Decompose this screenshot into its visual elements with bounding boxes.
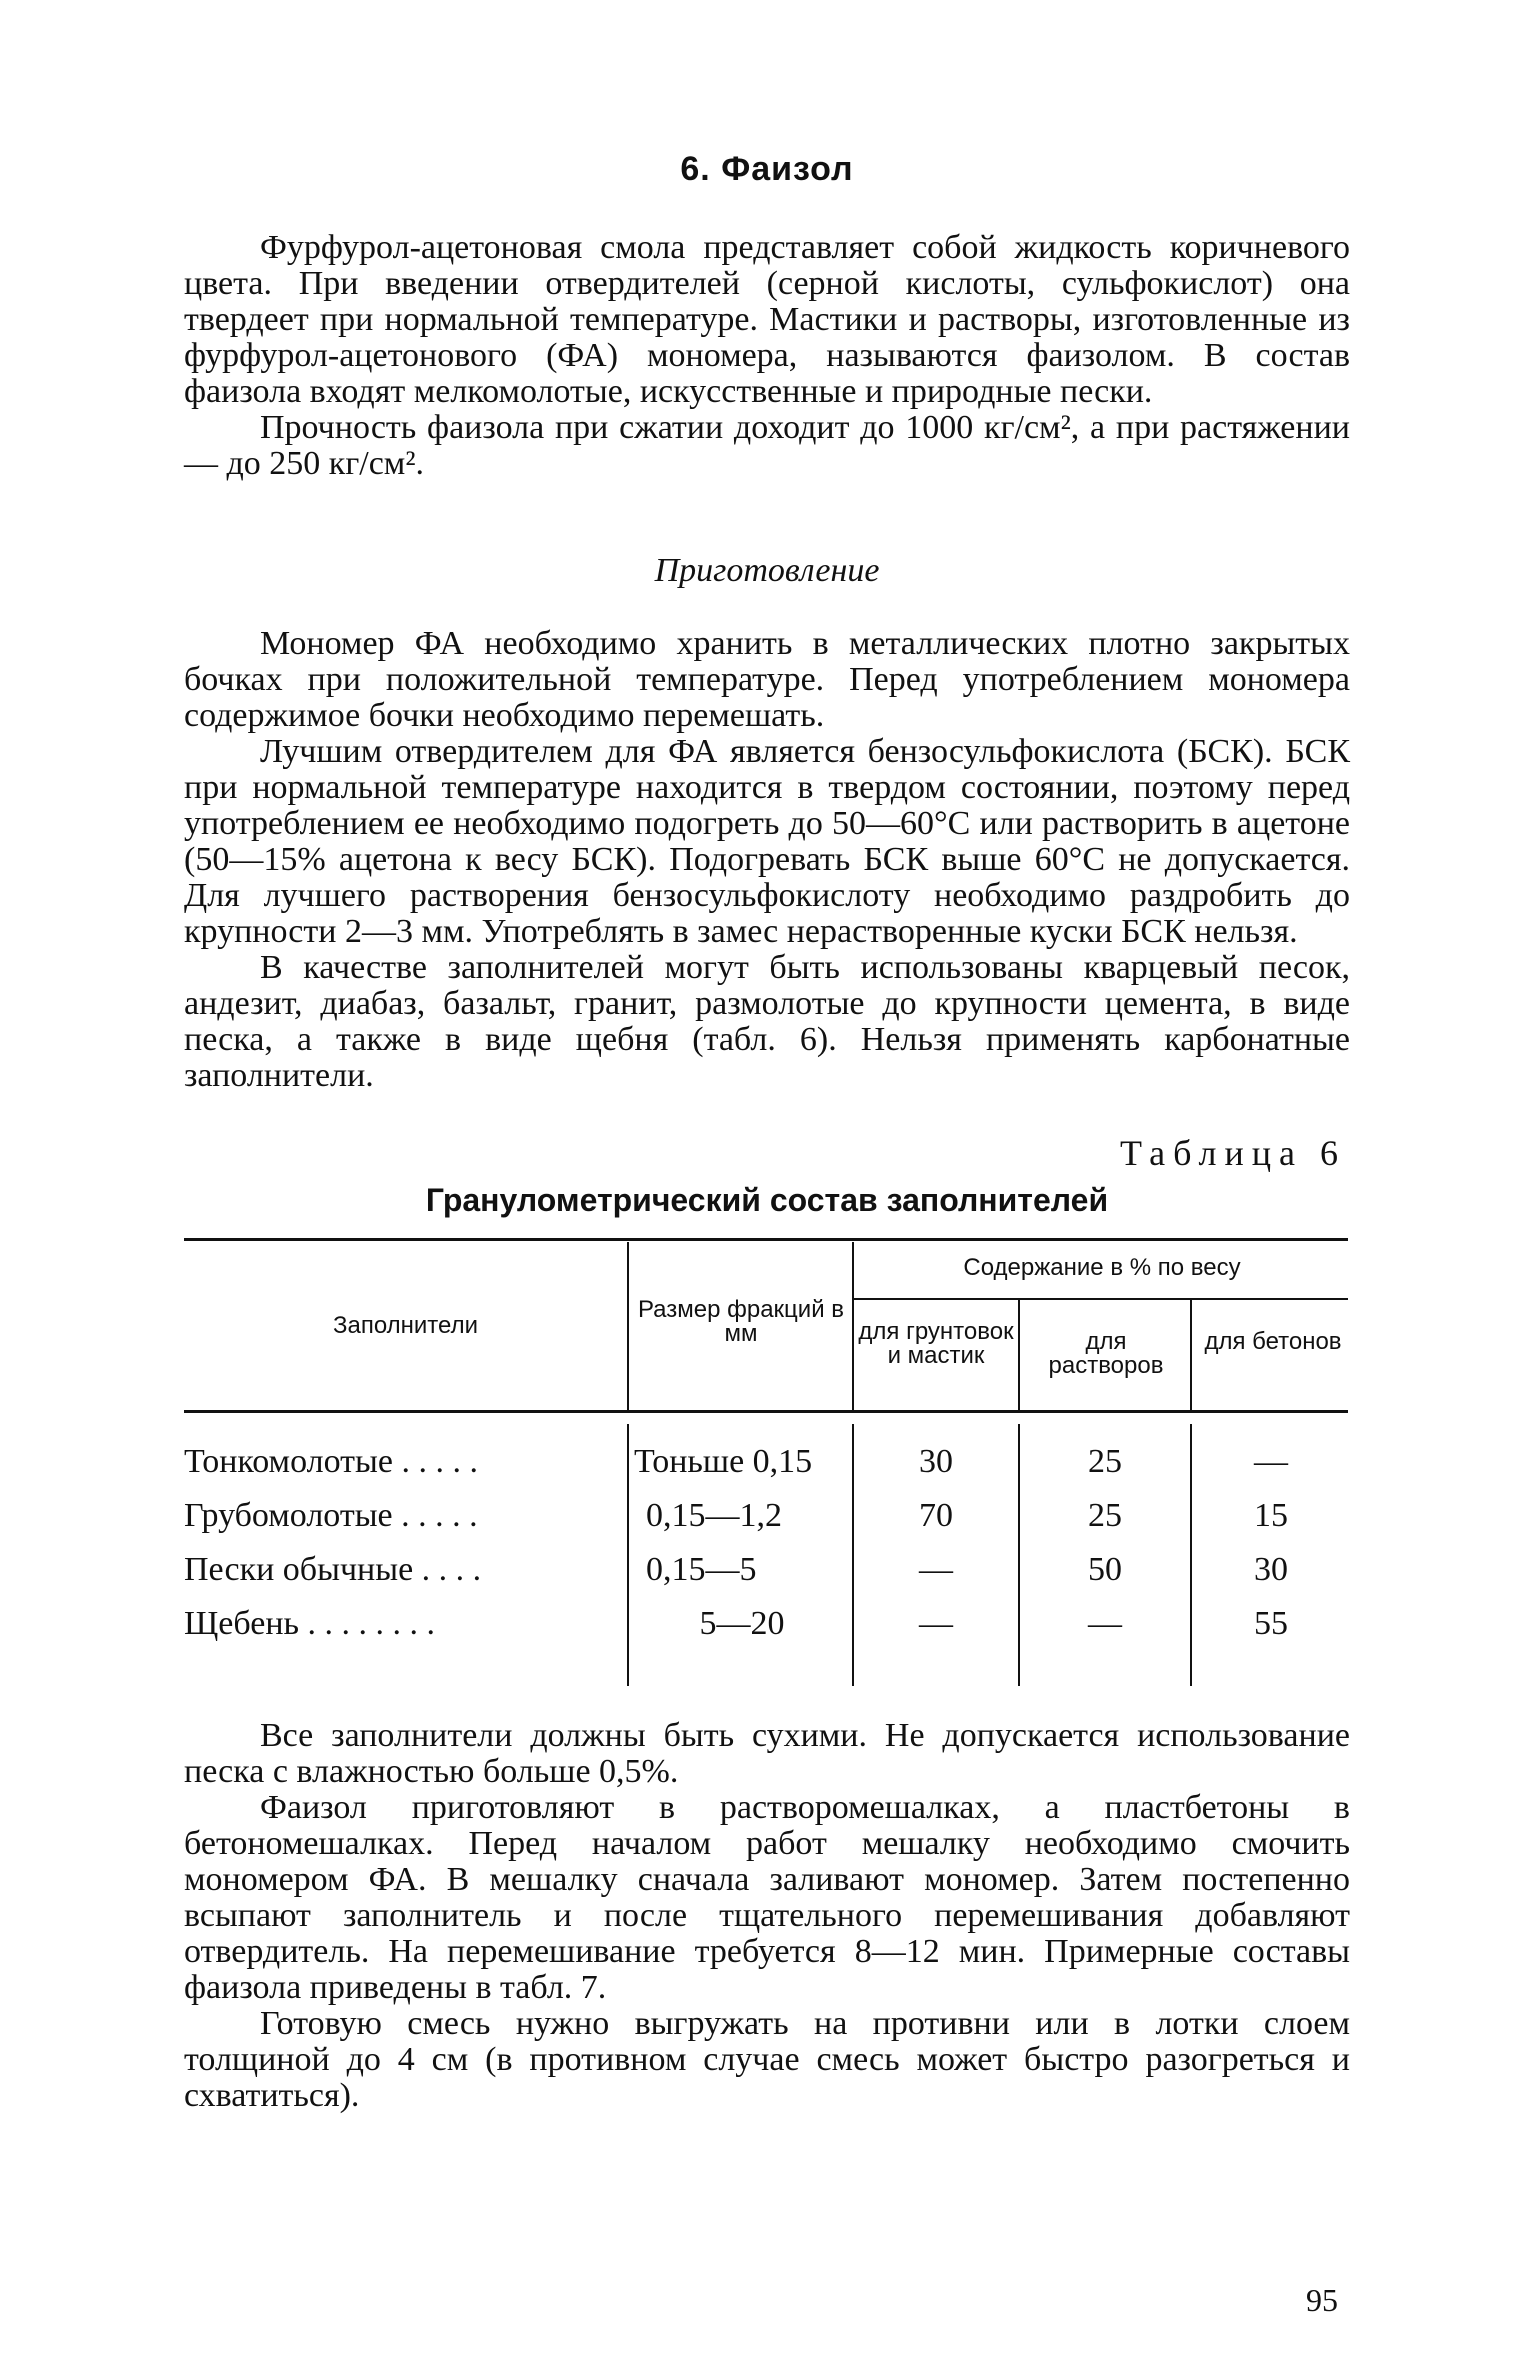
cell-concretes: 30: [1254, 1551, 1288, 1588]
cell-primers: 70: [919, 1497, 953, 1534]
cell-size: 5—20: [699, 1605, 785, 1642]
cell-solutions: —: [1088, 1605, 1122, 1642]
body-divider-4: [1190, 1424, 1192, 1686]
header-divider-4: [1190, 1300, 1192, 1410]
intro-text: [184, 230, 1350, 482]
table-group-rule: [854, 1298, 1348, 1300]
paragraph-intro-1: Фурфурол-ацетоновая смола представляет собой жидкость коричневого цвета. При введении отвердителей (серной кислоты, сульфокислот) она твердеет при нормальной температуре. Мастики и растворы, изготовленные из фурфурол-ацетонового (ФА) мономера, называются фаизолом. В состав фаизола входят мелкомолотые, искусственные и природные пески.: [184, 229, 1350, 410]
cell-size: Тоньше 0,15: [634, 1443, 813, 1480]
header-filler: Заполнители: [332, 1312, 478, 1339]
body-divider-2: [852, 1424, 854, 1686]
table-row-label: Грубомолотые . . . . .: [184, 1497, 478, 1534]
header-size: Размер фракций в мм: [637, 1296, 845, 1347]
cell-primers: 30: [919, 1443, 953, 1480]
header-content-group: Содержание в % по весу: [963, 1254, 1241, 1281]
table-top-rule: [184, 1238, 1348, 1241]
header-concretes: для бетонов: [1204, 1328, 1342, 1355]
table-header-rule: [184, 1410, 1348, 1413]
header-divider-3: [1018, 1300, 1020, 1410]
preparation-text: [184, 626, 1350, 1094]
paragraph-after-3: Готовую смесь нужно выгружать на противни или в лотки слоем толщиной до 4 см (в противном случае смесь может быстро разогреться и схватиться).: [184, 2005, 1350, 2114]
paragraph-after-2: Фаизол приготовляют в растворомешалках, а пластбетоны в бетономешалках. Перед началом работ мешалку необходимо смочить мономером ФА. В мешалку сначала заливают мономер. Затем постепенно всыпают заполнитель и после тщательного перемешивания добавляют отвердитель. На перемешивание требуется 8—12 мин. Примерные составы фаизола приведены в табл. 7.: [184, 1789, 1350, 2006]
body-divider-3: [1018, 1424, 1020, 1686]
cell-size: 0,15—5: [646, 1551, 757, 1588]
granulometric-table: [184, 1238, 1348, 1688]
cell-solutions: 25: [1088, 1443, 1122, 1480]
table-row-label: Тонкомолотые . . . . .: [184, 1443, 478, 1480]
closing-text: [184, 1718, 1350, 2114]
cell-size: 0,15—1,2: [646, 1497, 782, 1534]
header-divider-1: [627, 1242, 629, 1410]
cell-concretes: 55: [1254, 1605, 1288, 1642]
paragraph-prep-3: В качестве заполнителей могут быть использованы кварцевый песок, андезит, диабаз, базальт, гранит, размолотые до крупности цемента, в виде песка, а также в виде щебня (табл. 6). Нельзя применять карбонатные заполнители.: [184, 949, 1350, 1094]
cell-primers: —: [919, 1551, 953, 1588]
table-row-label: Щебень . . . . . . . .: [184, 1605, 436, 1642]
cell-solutions: 25: [1088, 1497, 1122, 1534]
subheading-preparation: Приготовление: [654, 552, 880, 589]
paragraph-prep-1: Мономер ФА необходимо хранить в металлических плотно закрытых бочках при положительной температуре. Перед употреблением мономера содержимое бочки необходимо перемешать.: [184, 625, 1350, 734]
section-title: 6. Фаизол: [680, 150, 854, 188]
paragraph-after-1: Все заполнители должны быть сухими. Не допускается использование песка с влажностью больше 0,5%.: [184, 1717, 1350, 1790]
page-number: 95: [1306, 2282, 1338, 2318]
table-title: Гранулометрический состав заполнителей: [425, 1182, 1109, 1218]
cell-concretes: —: [1254, 1443, 1288, 1480]
cell-concretes: 15: [1254, 1497, 1288, 1534]
paragraph-prep-2: Лучшим отвердителем для ФА является бензосульфокислота (БСК). БСК при нормальной температуре находится в твердом состоянии, поэтому перед употреблением ее необходимо подогреть до 50—60°С или растворить в ацетоне (50—15% ацетона к весу БСК). Подогревать БСК выше 60°С не допускается. Для лучшего растворения бензосульфокислоту необходимо раздробить до крупности 2—3 мм. Употреблять в замес нерастворенные куски БСК нельзя.: [184, 733, 1350, 950]
header-primers: для грунтовок и мастик: [858, 1318, 1014, 1369]
paragraph-intro-2: Прочность фаизола при сжатии доходит до 1000 кг/см², а при растяжении — до 250 кг/см².: [184, 409, 1350, 482]
cell-solutions: 50: [1088, 1551, 1122, 1588]
cell-primers: —: [919, 1605, 953, 1642]
table-row-label: Пески обычные . . . .: [184, 1551, 482, 1588]
table-number: Таблица 6: [1120, 1133, 1346, 1173]
header-solutions: для растворов: [1048, 1328, 1164, 1379]
header-divider-2: [852, 1242, 854, 1410]
body-divider-1: [627, 1424, 629, 1686]
